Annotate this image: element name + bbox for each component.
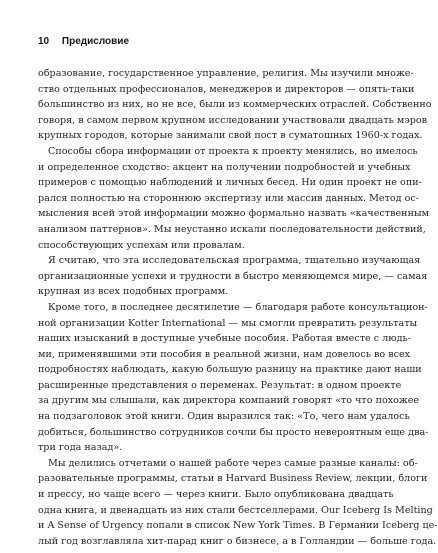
paragraph-first-line: Мы делились отчетами о нашей работе через самые разные каналы: об- — [48, 457, 418, 469]
text-line: ми, применявшими эти пособия в реальной жизни, нам довелось во всех — [38, 348, 411, 360]
text-line: лый год возглавляла хит-парад книг о бизнесе, а в Голландии — больше года. — [38, 535, 437, 547]
text-line: ной организации Kotter International — мы смогли превратить результаты — [38, 317, 418, 329]
text-line: образование, государственное управление, религия. Мы изучили множе- — [38, 68, 414, 79]
text-line: за другим мы слышали, как директора компаний говорят «то что похожее — [38, 395, 420, 407]
text-line: говоря, в самом первом крупном исследовании участвовали двадцать мэров — [38, 114, 428, 126]
text-line: разовательные программы, статьи в Harvard Business Review, лекции, блоги — [38, 473, 428, 485]
running-header — [38, 36, 129, 47]
text-line: на подзаголовок этой книги. Один выразился так: «То, чего нам удалось — [38, 411, 410, 423]
text-line: крупных городов, которые занимали свой пост в суматошных 1960-х годах. — [38, 130, 423, 142]
text-line: крупная из всех подобных программ. — [38, 286, 229, 298]
text-line: и определенное сходство: акцент на получении подробностей и учебных — [38, 161, 411, 173]
text-line: одна книга, и двенадцать из них стали бестселлерами. Our Iceberg Is Melting — [38, 504, 433, 516]
text-line: ство отдельных профессионалов, менеджеров и директоров — опять-таки — [38, 83, 415, 95]
text-line: большинство из них, но не все, были из коммерческих отраслей. Собственно — [38, 99, 432, 111]
text-line: рался полностью на стороннюю экспертизу или массив данных. Метод ос- — [38, 192, 420, 204]
section-title: Предисловие — [61, 36, 130, 47]
text-line: наших изысканий в доступные учебные пособия. Работая вместе с людь- — [38, 333, 411, 345]
text-line: три года назад». — [38, 442, 123, 454]
paragraph-first-line: Я считаю, что эта исследовательская программа, тщательно изучающая — [48, 255, 421, 267]
text-line: мысления всей этой информации можно формально назвать «качественным — [38, 208, 430, 220]
text-line: способствующих успехам или провалам. — [38, 239, 245, 251]
text-line: и A Sense of Urgency попали в список New York Times. В Германии Iceberg це- — [38, 520, 438, 532]
text-line: добиться, большинство сотрудников сочли бы просто невероятным еще двa- — [38, 426, 429, 438]
body-text — [38, 66, 438, 549]
text-line: подробностях наблюдать, какую большую разницу на практике дают наши — [38, 364, 422, 376]
text-line: и прессу, но чаще всего — через книги. Было опубликована двадцать — [38, 489, 394, 501]
paragraph-first-line: Кроме того, в последнее десятилетие — благодаря работе консультацион- — [48, 301, 428, 313]
text-line: примеров с помощью наблюдений и личных бесед. Ни один проект не опи- — [38, 177, 422, 189]
text-line: анализом паттернов». Мы неустанно искали последовательности действий, — [38, 223, 426, 235]
text-line: расширенные представления о переменах. Результат: в одном проекте — [38, 379, 402, 391]
paragraph-first-line: Способы сбора информации от проекта к проекту менялись, но имелось — [48, 145, 418, 157]
text-line: организационные успехи и трудности в быстро меняющемся мире, — самая — [38, 270, 428, 282]
page-number: 10 — [38, 36, 50, 47]
